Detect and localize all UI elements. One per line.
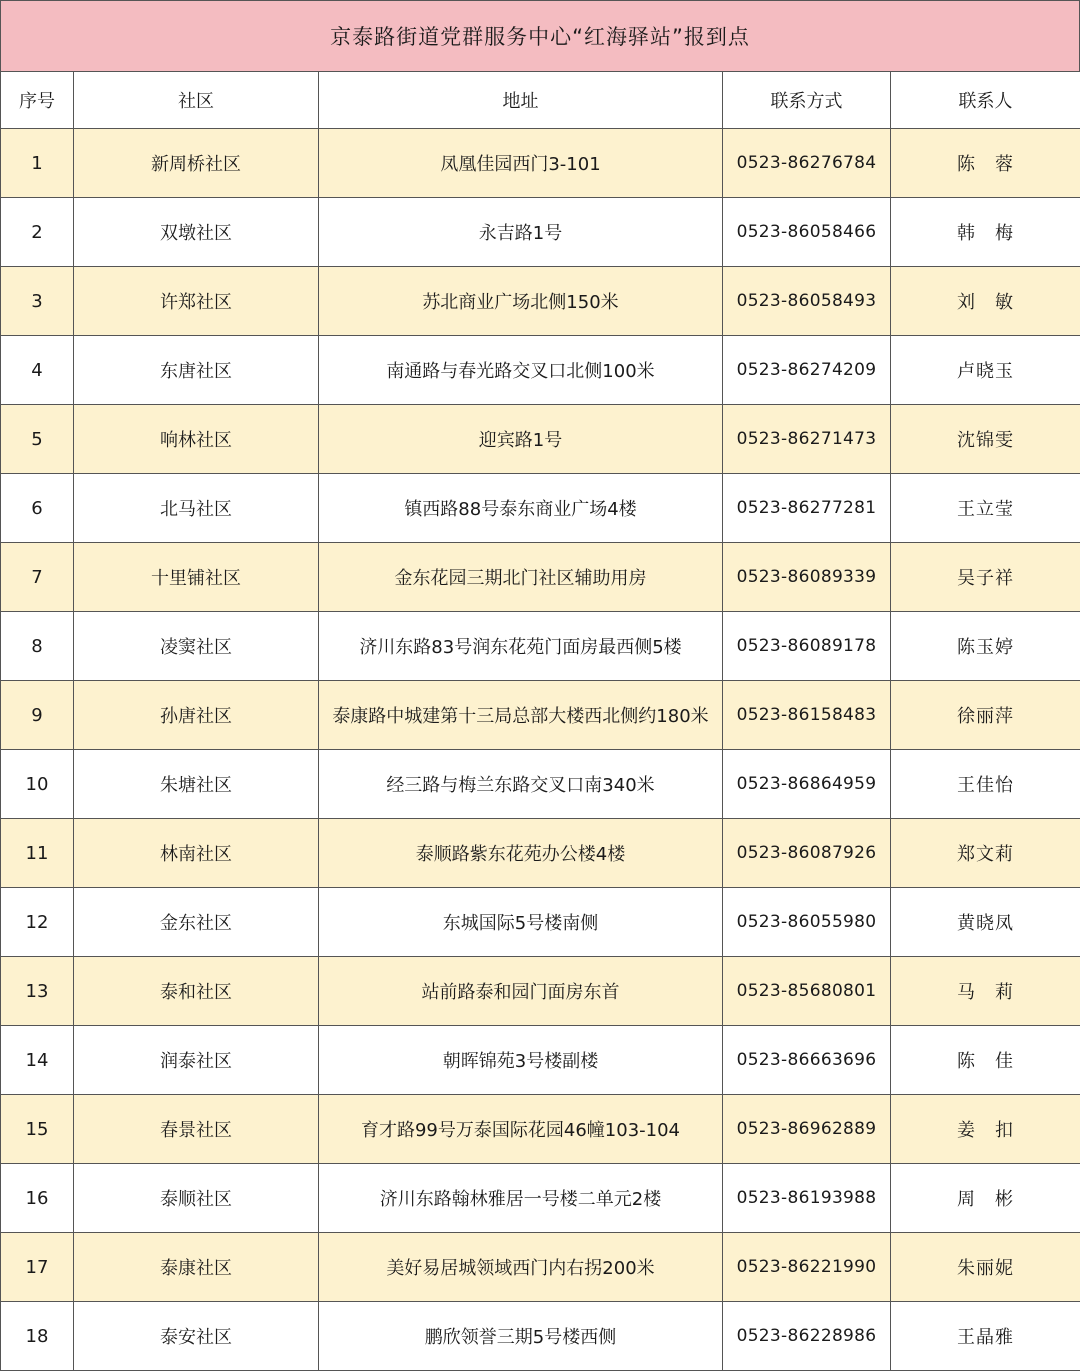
row-address-cell: 迎宾路1号	[319, 405, 723, 474]
row-contact-cell: 朱丽妮	[891, 1233, 1080, 1302]
row-phone-cell: 0523-86962889	[723, 1095, 891, 1164]
row-address-cell: 朝晖锦苑3号楼副楼	[319, 1026, 723, 1095]
row-contact-cell: 沈锦雯	[891, 405, 1080, 474]
row-index-cell: 10	[1, 750, 74, 819]
table-row	[1, 543, 1080, 612]
row-index-cell: 15	[1, 1095, 74, 1164]
row-address-cell: 镇西路88号泰东商业广场4楼	[319, 474, 723, 543]
row-address-cell: 鹏欣领誉三期5号楼西侧	[319, 1302, 723, 1371]
row-community-cell: 北马社区	[74, 474, 319, 543]
row-contact-cell: 周 彬	[891, 1164, 1080, 1233]
row-contact-cell: 韩 梅	[891, 198, 1080, 267]
row-index-cell: 12	[1, 888, 74, 957]
table-row	[1, 405, 1080, 474]
row-index-cell: 9	[1, 681, 74, 750]
row-contact-cell: 卢晓玉	[891, 336, 1080, 405]
row-community-cell: 东唐社区	[74, 336, 319, 405]
row-community-cell: 林南社区	[74, 819, 319, 888]
table-row	[1, 1026, 1080, 1095]
row-address-cell: 泰顺路紫东花苑办公楼4楼	[319, 819, 723, 888]
row-community-cell: 响林社区	[74, 405, 319, 474]
row-index-cell: 5	[1, 405, 74, 474]
row-phone-cell: 0523-86277281	[723, 474, 891, 543]
row-contact-cell: 刘 敏	[891, 267, 1080, 336]
row-contact-cell: 陈玉婷	[891, 612, 1080, 681]
row-phone-cell: 0523-86087926	[723, 819, 891, 888]
table-row	[1, 129, 1080, 198]
row-contact-cell: 徐丽萍	[891, 681, 1080, 750]
report-point-table	[0, 71, 1080, 1371]
row-phone-cell: 0523-86274209	[723, 336, 891, 405]
table-row	[1, 267, 1080, 336]
row-community-cell: 春景社区	[74, 1095, 319, 1164]
row-index-cell: 1	[1, 129, 74, 198]
row-community-cell: 凌窦社区	[74, 612, 319, 681]
row-index-cell: 8	[1, 612, 74, 681]
table-row	[1, 1095, 1080, 1164]
row-address-cell: 济川东路翰林雅居一号楼二单元2楼	[319, 1164, 723, 1233]
row-contact-cell: 马 莉	[891, 957, 1080, 1026]
row-phone-cell: 0523-86271473	[723, 405, 891, 474]
row-index-cell: 7	[1, 543, 74, 612]
row-address-cell: 苏北商业广场北侧150米	[319, 267, 723, 336]
row-phone-cell: 0523-86193988	[723, 1164, 891, 1233]
row-address-cell: 站前路泰和园门面房东首	[319, 957, 723, 1026]
header-phone: 联系方式	[723, 72, 891, 129]
row-index-cell: 18	[1, 1302, 74, 1371]
row-address-cell: 泰康路中城建第十三局总部大楼西北侧约180米	[319, 681, 723, 750]
table-row	[1, 957, 1080, 1026]
row-address-cell: 金东花园三期北门社区辅助用房	[319, 543, 723, 612]
sheet-title: 京泰路街道党群服务中心“红海驿站”报到点	[0, 0, 1080, 71]
table-row	[1, 1302, 1080, 1371]
row-address-cell: 凤凰佳园西门3-101	[319, 129, 723, 198]
row-index-cell: 4	[1, 336, 74, 405]
row-address-cell: 济川东路83号润东花苑门面房最西侧5楼	[319, 612, 723, 681]
row-phone-cell: 0523-86864959	[723, 750, 891, 819]
row-contact-cell: 王立莹	[891, 474, 1080, 543]
row-index-cell: 2	[1, 198, 74, 267]
table-row	[1, 1233, 1080, 1302]
table-row	[1, 198, 1080, 267]
table-row	[1, 336, 1080, 405]
header-index: 序号	[1, 72, 74, 129]
row-community-cell: 孙唐社区	[74, 681, 319, 750]
row-phone-cell: 0523-86221990	[723, 1233, 891, 1302]
row-community-cell: 双墩社区	[74, 198, 319, 267]
row-contact-cell: 黄晓凤	[891, 888, 1080, 957]
row-address-cell: 永吉路1号	[319, 198, 723, 267]
row-address-cell: 南通路与春光路交叉口北侧100米	[319, 336, 723, 405]
row-phone-cell: 0523-86058493	[723, 267, 891, 336]
header-address: 地址	[319, 72, 723, 129]
row-community-cell: 朱塘社区	[74, 750, 319, 819]
table-row	[1, 888, 1080, 957]
row-phone-cell: 0523-86276784	[723, 129, 891, 198]
row-community-cell: 金东社区	[74, 888, 319, 957]
row-phone-cell: 0523-86663696	[723, 1026, 891, 1095]
row-contact-cell: 陈 蓉	[891, 129, 1080, 198]
row-community-cell: 泰康社区	[74, 1233, 319, 1302]
row-contact-cell: 王晶雅	[891, 1302, 1080, 1371]
header-contact: 联系人	[891, 72, 1080, 129]
header-community: 社区	[74, 72, 319, 129]
table-row	[1, 681, 1080, 750]
row-address-cell: 东城国际5号楼南侧	[319, 888, 723, 957]
table-row	[1, 612, 1080, 681]
row-contact-cell: 郑文莉	[891, 819, 1080, 888]
row-phone-cell: 0523-86158483	[723, 681, 891, 750]
row-index-cell: 16	[1, 1164, 74, 1233]
row-phone-cell: 0523-86089339	[723, 543, 891, 612]
table-row	[1, 750, 1080, 819]
row-index-cell: 3	[1, 267, 74, 336]
row-index-cell: 11	[1, 819, 74, 888]
row-index-cell: 13	[1, 957, 74, 1026]
row-community-cell: 泰和社区	[74, 957, 319, 1026]
row-community-cell: 泰安社区	[74, 1302, 319, 1371]
row-contact-cell: 陈 佳	[891, 1026, 1080, 1095]
row-community-cell: 十里铺社区	[74, 543, 319, 612]
row-contact-cell: 王佳怡	[891, 750, 1080, 819]
row-community-cell: 新周桥社区	[74, 129, 319, 198]
table-header-row	[1, 72, 1080, 129]
row-address-cell: 育才路99号万泰国际花园46幢103-104	[319, 1095, 723, 1164]
row-address-cell: 美好易居城领域西门内右拐200米	[319, 1233, 723, 1302]
table-row	[1, 819, 1080, 888]
table-body	[1, 129, 1080, 1371]
row-phone-cell: 0523-85680801	[723, 957, 891, 1026]
table-row	[1, 474, 1080, 543]
row-address-cell: 经三路与梅兰东路交叉口南340米	[319, 750, 723, 819]
row-contact-cell: 姜 扣	[891, 1095, 1080, 1164]
row-phone-cell: 0523-86228986	[723, 1302, 891, 1371]
row-contact-cell: 吴子祥	[891, 543, 1080, 612]
table-row	[1, 1164, 1080, 1233]
row-index-cell: 14	[1, 1026, 74, 1095]
row-community-cell: 许郑社区	[74, 267, 319, 336]
row-phone-cell: 0523-86055980	[723, 888, 891, 957]
row-index-cell: 6	[1, 474, 74, 543]
row-phone-cell: 0523-86089178	[723, 612, 891, 681]
row-index-cell: 17	[1, 1233, 74, 1302]
row-community-cell: 润泰社区	[74, 1026, 319, 1095]
row-community-cell: 泰顺社区	[74, 1164, 319, 1233]
row-phone-cell: 0523-86058466	[723, 198, 891, 267]
